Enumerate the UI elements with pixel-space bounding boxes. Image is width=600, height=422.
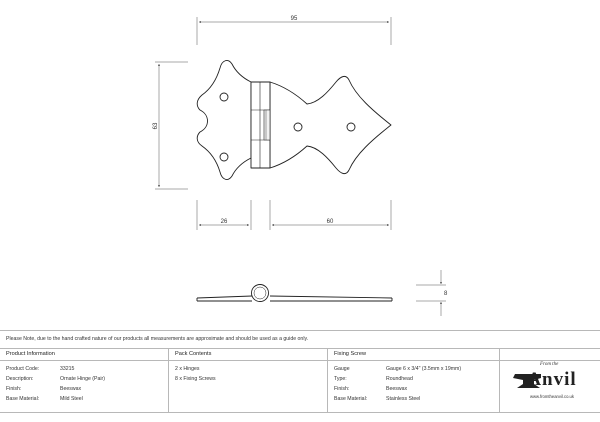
base-material-label: Base Material: — [6, 396, 40, 402]
dimension-label-width: 95 — [290, 16, 298, 22]
hinge-front-view — [197, 61, 391, 180]
screw-material-value: Stainless Steel — [386, 396, 421, 402]
hinge-left-leaf — [197, 61, 251, 180]
finish-value: Beeswax — [60, 386, 82, 392]
table-column-divider — [499, 348, 500, 412]
screw-material-label: Base Material: — [334, 396, 368, 402]
finish-label: Finish: — [6, 386, 22, 392]
logo-url: www.fromtheanvil.co.uk — [530, 394, 574, 399]
hinge-side-view — [197, 285, 392, 302]
pack-contents-heading: Pack Contents — [175, 351, 212, 357]
product-information-heading: Product Information — [6, 351, 55, 357]
screw-finish-label: Finish: — [334, 386, 350, 392]
product-code-label: Product Code: — [6, 366, 40, 372]
table-top-border — [0, 330, 600, 331]
hinge-right-leaf — [270, 76, 391, 173]
logo-tagline: From the — [540, 362, 559, 367]
description-label: Description: — [6, 376, 34, 382]
measurement-note: Please Note, due to the hand crafted nature of our products all measurements are approximate and should be used as a guide only. — [6, 336, 309, 342]
dimension-label-right-leaf: 60 — [326, 219, 334, 225]
dimension-label-thickness: 8 — [444, 291, 448, 297]
screw-type-value: Roundhead — [386, 376, 413, 382]
pack-item: 8 x Fixing Screws — [175, 376, 216, 382]
table-column-divider — [168, 348, 169, 412]
logo-name: Anvil — [527, 369, 577, 390]
table-header-divider — [0, 360, 600, 361]
screw-gauge-value: Gauge 6 x 3/4" (3.5mm x 19mm) — [386, 366, 462, 372]
description-value: Ornate Hinge (Pair) — [60, 376, 105, 382]
screw-type-label: Type: — [334, 376, 347, 382]
table-column-divider — [327, 348, 328, 412]
screw-hole — [220, 93, 228, 101]
screw-hole — [347, 123, 355, 131]
pack-item: 2 x Hinges — [175, 366, 200, 372]
dimension-label-left-leaf: 26 — [220, 219, 228, 225]
screw-finish-value: Beeswax — [386, 386, 408, 392]
table-divider — [0, 348, 600, 349]
product-code-value: 33215 — [60, 366, 75, 372]
screw-hole — [294, 123, 302, 131]
fixing-screw-heading: Fixing Screw — [334, 351, 367, 357]
dimension-label-height: 63 — [153, 122, 159, 130]
screw-gauge-label: Gauge — [334, 366, 350, 372]
table-bottom-border — [0, 412, 600, 413]
screw-hole — [220, 153, 228, 161]
base-material-value: Mild Steel — [60, 396, 83, 402]
